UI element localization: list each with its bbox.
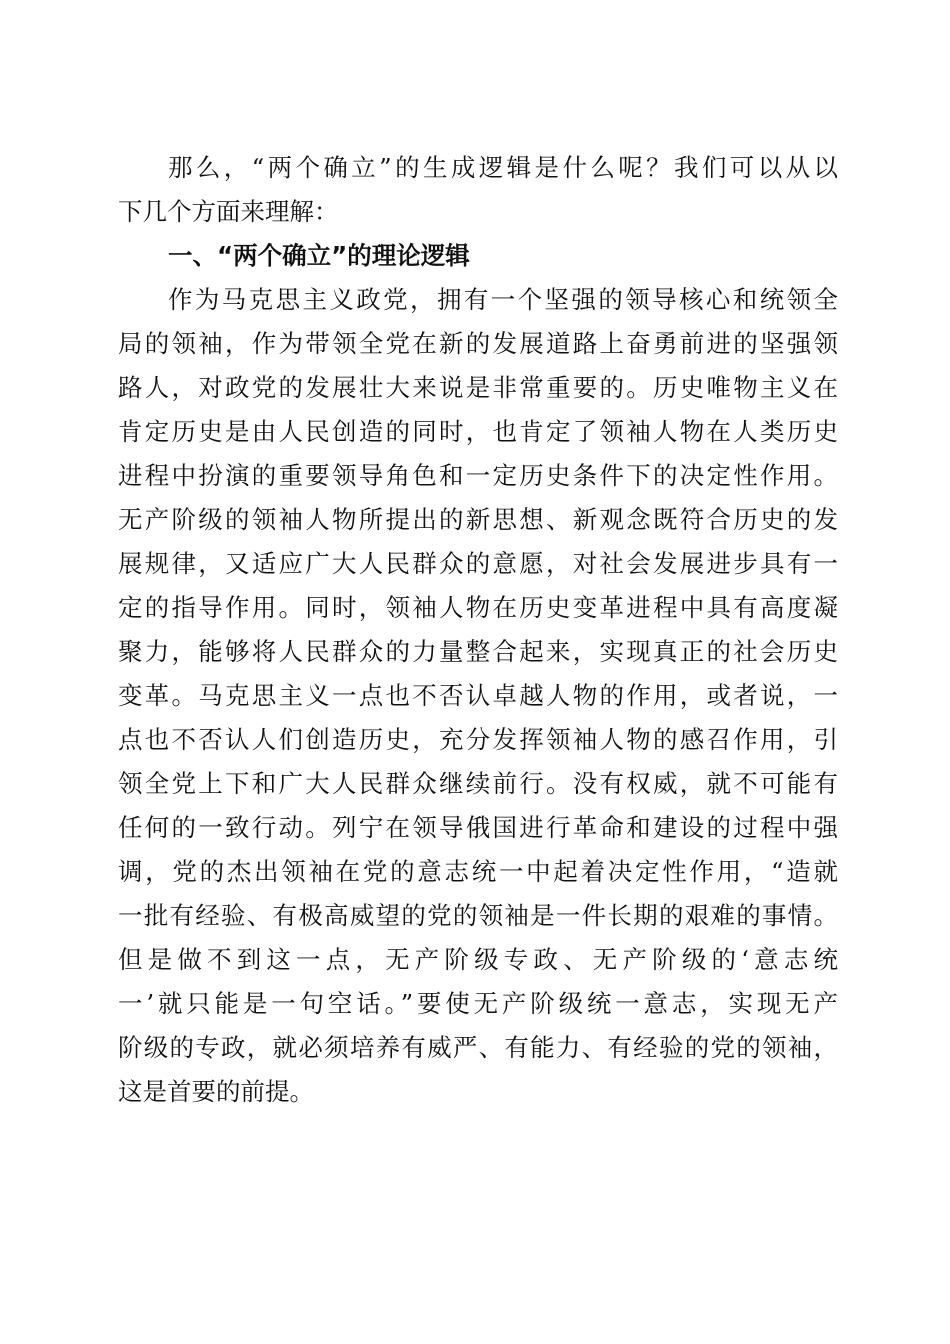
body-line-15: 一批有经验、有极高威望的党的领袖是一件长期的艰难的事情。: [118, 901, 838, 930]
body-line-19: 这是首要的前提。: [118, 1077, 314, 1106]
body-line-10: 变革。马克思主义一点也不否认卓越人物的作用，或者说，一: [118, 681, 838, 710]
body-line-1: 作为马克思主义政党，拥有一个坚强的领导核心和统领全: [168, 285, 838, 314]
intro-line-1: 那么，“两个确立”的生成逻辑是什么呢？我们可以从以: [168, 153, 838, 182]
body-line-11: 点也不否认人们创造历史，充分发挥领袖人物的感召作用，引: [118, 725, 838, 754]
body-line-5: 进程中扮演的重要领导角色和一定历史条件下的决定性作用。: [118, 461, 838, 490]
body-line-16: 但是做不到这一点，无产阶级专政、无产阶级的‘意志统: [118, 945, 838, 974]
body-line-4: 肯定历史是由人民创造的同时，也肯定了领袖人物在人类历史: [118, 417, 838, 446]
intro-line-2: 下几个方面来理解：: [118, 197, 339, 226]
body-line-12: 领全党上下和广大人民群众继续前行。没有权威，就不可能有: [118, 769, 838, 798]
body-line-9: 聚力，能够将人民群众的力量整合起来，实现真正的社会历史: [118, 637, 838, 666]
body-line-8: 定的指导作用。同时，领袖人物在历史变革进程中具有高度凝: [118, 593, 838, 622]
section-heading: 一、“两个确立”的理论逻辑: [168, 241, 470, 270]
body-line-2: 局的领袖，作为带领全党在新的发展道路上奋勇前进的坚强领: [118, 329, 838, 358]
document-body: [118, 146, 838, 1114]
body-line-18: 阶级的专政，就必须培养有威严、有能力、有经验的党的领袖，: [118, 1033, 838, 1062]
body-line-17: 一’就只能是一句空话。”要使无产阶级统一意志，实现无产: [118, 989, 838, 1018]
body-line-14: 调，党的杰出领袖在党的意志统一中起着决定性作用，“造就: [118, 857, 838, 886]
body-line-6: 无产阶级的领袖人物所提出的新思想、新观念既符合历史的发: [118, 505, 838, 534]
body-line-13: 任何的一致行动。列宁在领导俄国进行革命和建设的过程中强: [118, 813, 838, 842]
body-line-7: 展规律，又适应广大人民群众的意愿，对社会发展进步具有一: [118, 549, 838, 578]
body-line-3: 路人，对政党的发展壮大来说是非常重要的。历史唯物主义在: [118, 373, 838, 402]
